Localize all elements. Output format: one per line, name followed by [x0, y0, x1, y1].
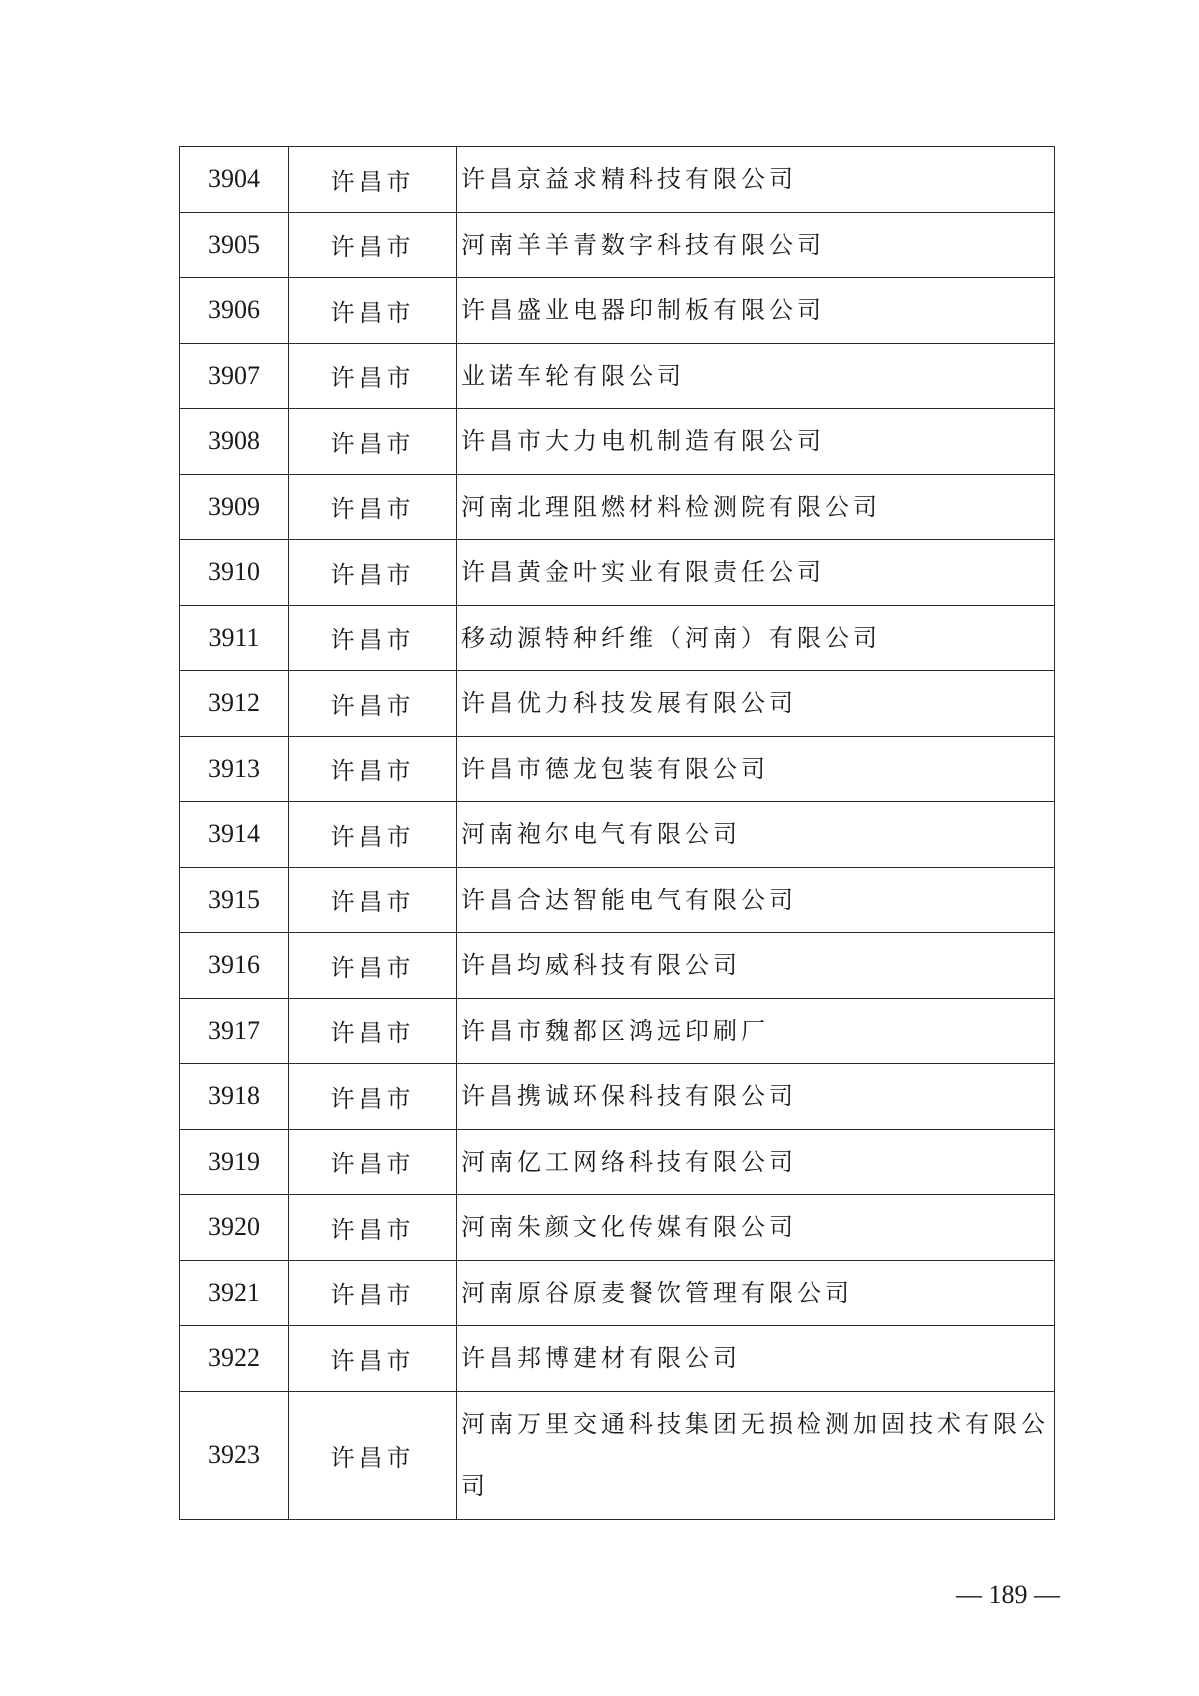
company-name: 许昌携诚环保科技有限公司 — [457, 1064, 1055, 1130]
company-name: 河南袍尔电气有限公司 — [457, 802, 1055, 868]
company-name: 许昌黄金叶实业有限责任公司 — [457, 540, 1055, 606]
table-row — [180, 474, 1055, 540]
company-name: 河南万里交通科技集团无损检测加固技术有限公司 — [457, 1391, 1055, 1519]
city-cell: 许昌市 — [289, 212, 457, 278]
row-number: 3906 — [180, 278, 289, 344]
row-number: 3923 — [180, 1391, 289, 1519]
company-list-table — [179, 146, 1055, 1520]
table-row — [180, 671, 1055, 737]
row-number: 3917 — [180, 998, 289, 1064]
city-cell: 许昌市 — [289, 605, 457, 671]
city-cell: 许昌市 — [289, 998, 457, 1064]
city-cell: 许昌市 — [289, 147, 457, 213]
table-row — [180, 409, 1055, 475]
table-row — [180, 1326, 1055, 1392]
table-row — [180, 1391, 1055, 1519]
table-row — [180, 998, 1055, 1064]
company-name: 河南亿工网络科技有限公司 — [457, 1129, 1055, 1195]
company-name: 河南北理阻燃材料检测院有限公司 — [457, 474, 1055, 540]
row-number: 3905 — [180, 212, 289, 278]
table-row — [180, 802, 1055, 868]
table-row — [180, 933, 1055, 999]
city-cell: 许昌市 — [289, 278, 457, 344]
row-number: 3918 — [180, 1064, 289, 1130]
row-number: 3916 — [180, 933, 289, 999]
city-cell: 许昌市 — [289, 736, 457, 802]
table-row — [180, 1195, 1055, 1261]
row-number: 3919 — [180, 1129, 289, 1195]
row-number: 3922 — [180, 1326, 289, 1392]
table-row — [180, 343, 1055, 409]
company-name: 河南羊羊青数字科技有限公司 — [457, 212, 1055, 278]
company-name: 业诺车轮有限公司 — [457, 343, 1055, 409]
table-row — [180, 1064, 1055, 1130]
table-row — [180, 605, 1055, 671]
city-cell: 许昌市 — [289, 1195, 457, 1261]
city-cell: 许昌市 — [289, 540, 457, 606]
table-row — [180, 540, 1055, 606]
city-cell: 许昌市 — [289, 1064, 457, 1130]
row-number: 3912 — [180, 671, 289, 737]
row-number: 3907 — [180, 343, 289, 409]
table-row — [180, 736, 1055, 802]
row-number: 3904 — [180, 147, 289, 213]
table-row — [180, 1129, 1055, 1195]
company-name: 许昌市德龙包装有限公司 — [457, 736, 1055, 802]
row-number: 3914 — [180, 802, 289, 868]
company-name: 许昌合达智能电气有限公司 — [457, 867, 1055, 933]
city-cell: 许昌市 — [289, 1391, 457, 1519]
row-number: 3921 — [180, 1260, 289, 1326]
row-number: 3920 — [180, 1195, 289, 1261]
city-cell: 许昌市 — [289, 671, 457, 737]
city-cell: 许昌市 — [289, 409, 457, 475]
table-row — [180, 1260, 1055, 1326]
company-name: 许昌优力科技发展有限公司 — [457, 671, 1055, 737]
company-name: 许昌市大力电机制造有限公司 — [457, 409, 1055, 475]
row-number: 3908 — [180, 409, 289, 475]
company-name: 许昌邦博建材有限公司 — [457, 1326, 1055, 1392]
city-cell: 许昌市 — [289, 1129, 457, 1195]
table-row — [180, 867, 1055, 933]
row-number: 3909 — [180, 474, 289, 540]
company-name: 许昌盛业电器印制板有限公司 — [457, 278, 1055, 344]
row-number: 3915 — [180, 867, 289, 933]
city-cell: 许昌市 — [289, 343, 457, 409]
company-name: 许昌京益求精科技有限公司 — [457, 147, 1055, 213]
company-name: 许昌均威科技有限公司 — [457, 933, 1055, 999]
city-cell: 许昌市 — [289, 1326, 457, 1392]
company-name: 许昌市魏都区鸿远印刷厂 — [457, 998, 1055, 1064]
city-cell: 许昌市 — [289, 1260, 457, 1326]
row-number: 3910 — [180, 540, 289, 606]
table-row — [180, 278, 1055, 344]
page-number: — 189 — — [956, 1580, 1060, 1609]
city-cell: 许昌市 — [289, 867, 457, 933]
company-name: 移动源特种纤维（河南）有限公司 — [457, 605, 1055, 671]
company-name: 河南朱颜文化传媒有限公司 — [457, 1195, 1055, 1261]
table-row — [180, 147, 1055, 213]
city-cell: 许昌市 — [289, 933, 457, 999]
row-number: 3913 — [180, 736, 289, 802]
city-cell: 许昌市 — [289, 474, 457, 540]
city-cell: 许昌市 — [289, 802, 457, 868]
row-number: 3911 — [180, 605, 289, 671]
table-row — [180, 212, 1055, 278]
company-name: 河南原谷原麦餐饮管理有限公司 — [457, 1260, 1055, 1326]
